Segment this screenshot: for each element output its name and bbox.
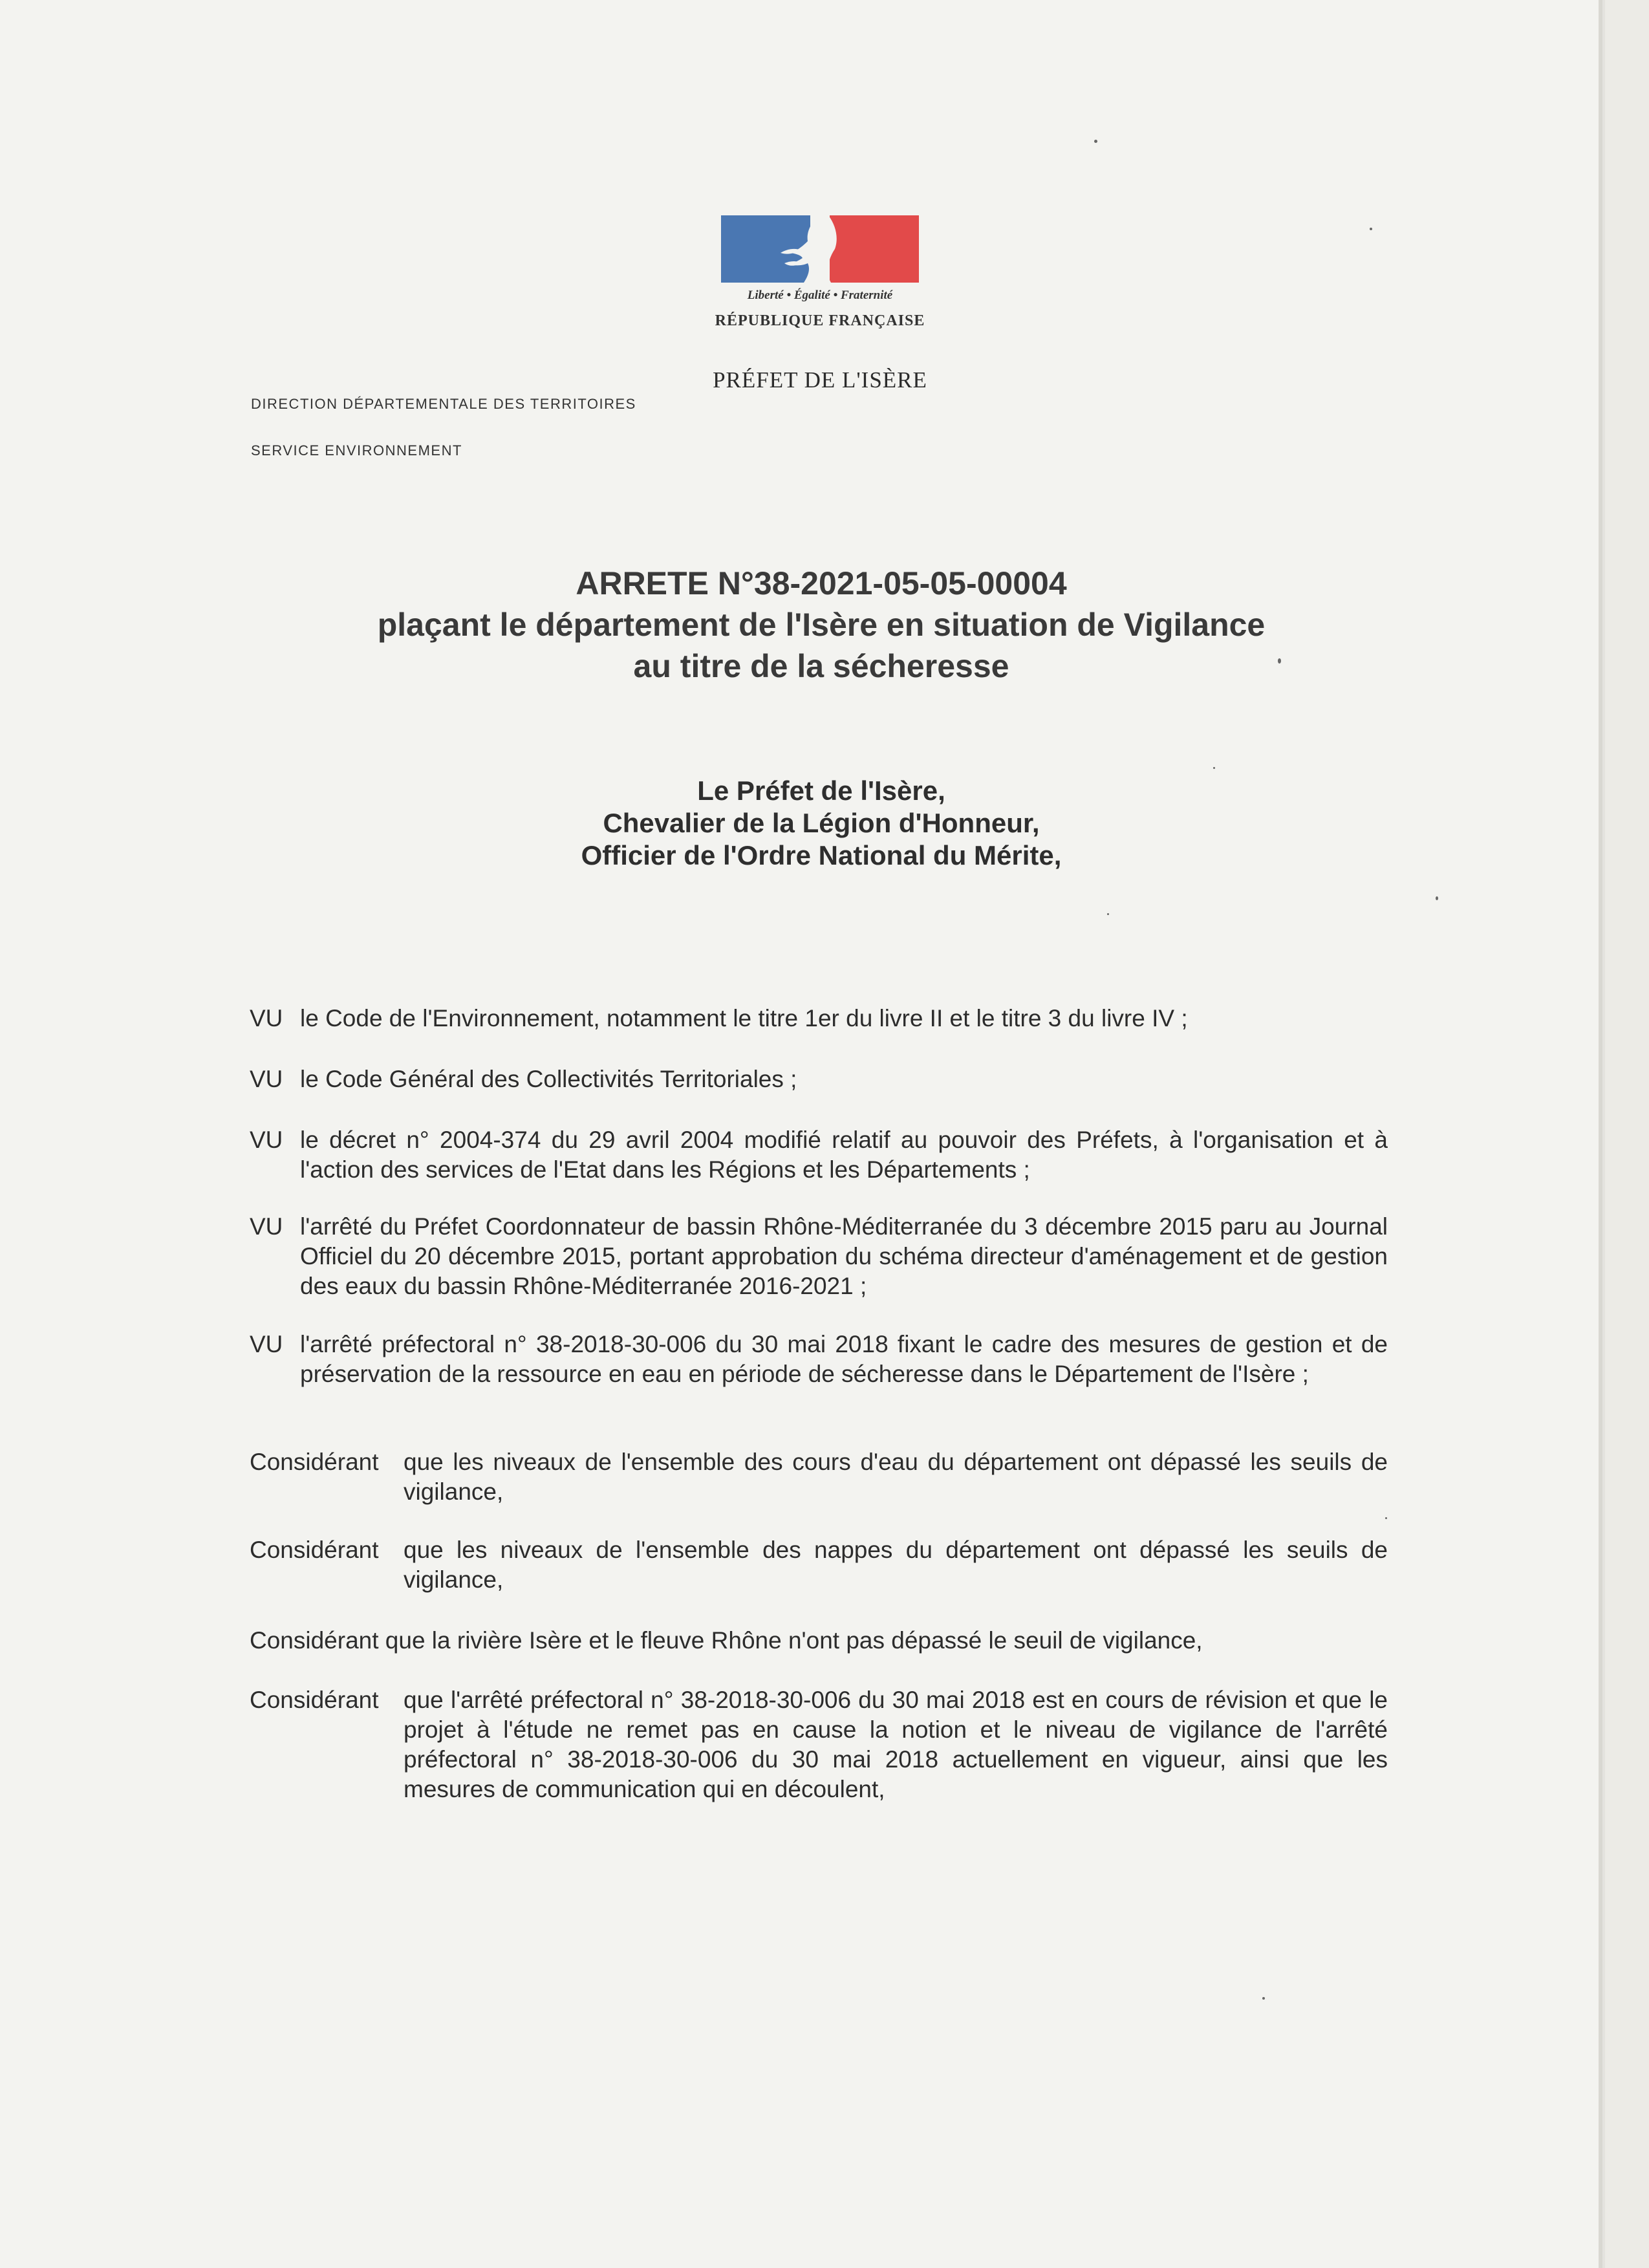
clause-label: VU [250, 1066, 283, 1092]
clause-text: le Code de l'Environnement, notamment le titre 1er du livre II et le titre 3 du livre IV ; [300, 1005, 1188, 1031]
decree-subject-line2: au titre de la sécheresse [633, 648, 1009, 684]
clause-label: VU [250, 1331, 283, 1357]
authority-line1: Le Préfet de l'Isère, [697, 775, 945, 806]
scan-speck [1278, 658, 1281, 664]
scan-speck [1213, 767, 1215, 769]
clause-vu-1 [250, 1004, 1388, 1033]
clause-text: que les niveaux de l'ensemble des nappes du département ont dépassé les seuils de vigilance, [404, 1537, 1388, 1593]
clause-vu-2 [250, 1064, 1388, 1094]
clause-vu-4 [250, 1212, 1388, 1301]
service-label: SERVICE ENVIRONNEMENT [251, 442, 462, 459]
republic-motto: Liberté • Égalité • Fraternité [747, 288, 893, 302]
scan-speck [1094, 140, 1097, 143]
clause-considerant-2 [250, 1535, 1388, 1595]
clause-label: Considérant [250, 1537, 379, 1563]
authority-line3: Officier de l'Ordre National du Mérite, [581, 840, 1062, 870]
decree-number: ARRETE N°38-2021-05-05-00004 [576, 565, 1067, 601]
prefet-header: PRÉFET DE L'ISÈRE [713, 367, 927, 393]
republic-name: RÉPUBLIQUE FRANÇAISE [715, 312, 925, 329]
scan-speck [1370, 228, 1372, 230]
clause-considerant-3 [250, 1626, 1388, 1656]
clause-label: VU [250, 1127, 283, 1153]
clause-label: VU [250, 1213, 283, 1240]
clause-label: VU [250, 1005, 283, 1031]
scan-speck [1436, 896, 1438, 900]
clause-text: l'arrêté préfectoral n° 38-2018-30-006 du 30 mai 2018 fixant le cadre des mesures de gestion et de préservation de la ressource en eau en période de sécheresse dans le Département de l'Isère ; [300, 1331, 1388, 1387]
clause-considerant-4 [250, 1685, 1388, 1804]
clause-label: Considérant [250, 1687, 379, 1713]
clause-vu-3 [250, 1125, 1388, 1185]
clause-text: que la rivière Isère et le fleuve Rhône n'ont pas dépassé le seuil de vigilance, [385, 1627, 1203, 1654]
decree-title [213, 563, 1429, 687]
clause-text: le décret n° 2004-374 du 29 avril 2004 modifié relatif au pouvoir des Préfets, à l'organisation et à l'action des services de l'Etat dans les Régions et les Départements ; [300, 1127, 1388, 1183]
direction-label: DIRECTION DÉPARTEMENTALE DES TERRITOIRES [251, 396, 636, 412]
clause-considerant-1 [250, 1447, 1388, 1507]
clause-vu-5 [250, 1330, 1388, 1389]
scan-speck [1385, 1517, 1387, 1519]
clause-text: le Code Général des Collectivités Territoriales ; [300, 1066, 797, 1092]
scan-speck [1262, 1997, 1265, 2000]
decree-subject-line1: plaçant le département de l'Isère en situation de Vigilance [377, 607, 1266, 643]
marianne-profile-icon [721, 215, 919, 283]
clause-label: Considérant [250, 1627, 379, 1654]
clause-text: que les niveaux de l'ensemble des cours d'eau du département ont dépassé les seuils de vigilance, [404, 1449, 1388, 1505]
authority-line2: Chevalier de la Légion d'Honneur, [603, 808, 1040, 838]
authority-block [343, 775, 1300, 872]
marianne-logo [721, 215, 919, 283]
clause-label: Considérant [250, 1449, 379, 1475]
clause-text: l'arrêté du Préfet Coordonnateur de bassin Rhône-Méditerranée du 3 décembre 2015 paru au Journal Officiel du 20 décembre 2015, portant approbation du schéma directeur d'aménagement et de gestion des eaux du bassin Rhône-Méditerranée 2016-2021 ; [300, 1213, 1388, 1299]
scan-speck [1107, 913, 1109, 915]
clause-line [250, 1626, 1388, 1656]
clause-text: que l'arrêté préfectoral n° 38-2018-30-006 du 30 mai 2018 est en cours de révision et que le projet à l'étude ne remet pas en cause la notion et le niveau de vigilance de l'arrêté préfectoral n° 38-2018-30-006 du 30 mai 2018 actuellement en vigueur, ainsi que les mesures de communication qui en découlent, [404, 1687, 1388, 1802]
